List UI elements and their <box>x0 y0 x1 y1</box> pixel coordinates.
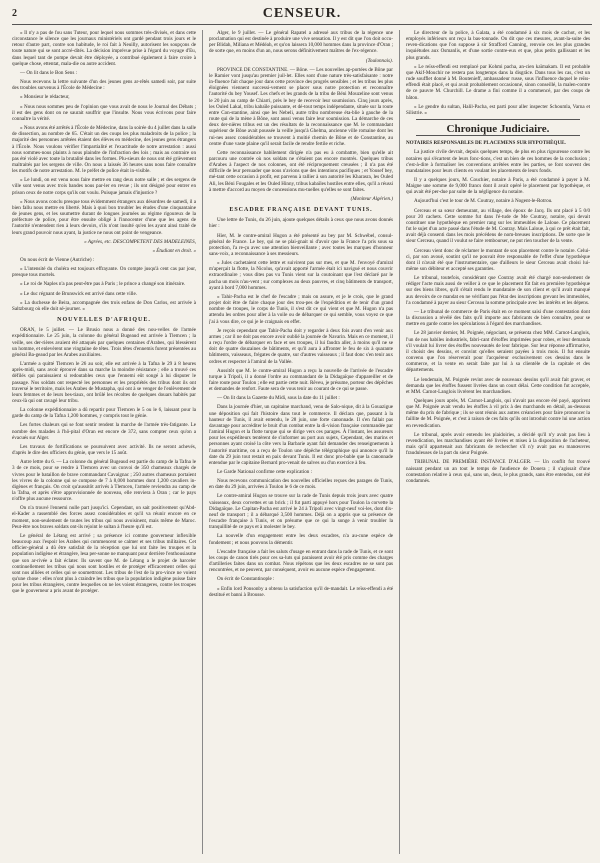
paragraph: « Tahir-Pacha est le chef de l'escadre ; mais on assure, et je le crois, que le grand projet doit être de faire chaque jour des trou-pes de l'expédition et de tenir d'un grand nombre de troupes, le corps de Tunis, il s'est dit ce qui vient et que M. Hugon n'a pas attendu les ordres pour aller à la voile ou de débarquer ce qui semble, vous voyez ce que j'ai à vous dire, ce qui je le craignais en effet. <box>209 293 393 325</box>
heading-rule <box>416 135 580 136</box>
paragraph: On écrit de Constantinople : <box>217 576 275 583</box>
paragraph: Je reçois cependant que Tahir-Pacha doit y regarder à deux fois avant d'en venir aux armes ; car il ne doit pas encore avoir oublié la journée de Navarin. Mais en ce moment, il a reçu l'ordre de débarquer en face et ses troupes, il lui faudra aller, à moins qu'il ne se doit de quatre douzaines de bâtiments, et qu'il aura à affronter le feu de six à quarante bâtiments, vaisseaux, frégates de quatre, sur d'autres vaisseaux ; il faut donc s'en tenir aux ordres et respecter à l'amiral de la Vallée. <box>209 327 393 365</box>
paragraph: Le Garde National confirme cette explication : <box>217 469 313 475</box>
paragraph: « Le lundi, on est venu nous faire mettre en rang deux notre salle ; et des sergens de ville sont venus avec trois bandes nous par-ler en revue ; ils ont désigné pour entrer en prison ceux de notre corps qu'ils ont voulu. Puisque jamais d'injustice ? <box>12 177 196 196</box>
heading-rule <box>416 119 580 120</box>
paragraph: Cerceau et sa sœur demeurant, au village, des époux de Jacq. Ils ont placé à 5 0/0 pour 20 cachets. Cette somme fut dans l'é-tude de Me Coutray, notaire, qui devait constituer une hypothèque en premier rang sur les immeubles de Laloue. Ce placement fut le sujet d'un acte passé dans l'étude de M. Coutray. Mais Laloue, à qui ce prêt était fait, avait déjà consenti dans les mois précédens de nom-breuses inscriptions. De sorte que le sieur Cerceau, quand il voulut se faire rembourser, ne put rien toucher de la vente. <box>406 207 590 245</box>
paragraph: La colonne expéditionnaire a dû repartir pour Tlemcen le 5 ou le 6, laissant pour la garde du camp de la Tafna 1,200 hommes, y compris tout le génie. <box>12 407 196 420</box>
section-heading: NOUVELLES D'AFRIQUE. <box>57 317 151 324</box>
paragraph: La justice civile devrait, depuis quelques temps, de plus en plus rigoureuse contre les notaires qui s'écartent de leurs fonc-tions, c'est un bien de ces hommes de la conclusion ; c'est-à-dire à formaliser les conventions arrêtées entre les parties, se font souvent des mandataires pour leurs clients en voulant les placements de leurs fonds. <box>406 149 590 174</box>
paragraph: ORAN, le 5 juillet. — Le Brusio nous a donné des nou-velles de l'armée expéditionnaire. Le 25 juin, la colonne du général Bugeaud est arrivée à Tlemcen ; la veille, ses der-rières avaient été attaqués par quelques centaines d'Arabes, qui blessèrent un homme, et enlevèrent une vingtaine de têtes. Trois têtes d'ennemis furent présentées au général Ba-geaud par les Arabes auxiliaires. <box>12 327 196 358</box>
page-number: 2 <box>12 8 17 19</box>
paragraph: Alger, le 9 juillet. — Le général Rapatel a adressé aux tribus de la régence une proclamation qui est destinée à produire une vive sensation. Il y est dit que l'on doit occu-per Blidah, Miliana et Médéah, et qu'on laissera 10,000 hommes dans la province d'Oran ; de sorte que, en moins d'un an, nous serons définitivement maîtres de l'ex-régence. <box>209 30 393 55</box>
paragraph: L'escadre française a fait les saluts d'usage en entrant dans la rade de Tunis, et ce sont les coups de canon tirés pour ces sa-luts qui paraissent avoir été pris comme des charges d'artilleries faites dans un combat. Nous répétons que les deux escadres ne se sont pas rencontrées, et ne peuvent, par conséquent, avoir eu aucune espèce d'engagement. <box>209 548 393 574</box>
paragraph: « L'intensité du choléra est toujours effrayante. On compte jusqu'à cent cas par jour, presque tous mortels. <box>12 266 196 279</box>
paragraph: Les fortes chaleurs qui se font sentir rendent la marche de l'armée très-fatigante. Le nombre des malades à l'hô-pital d'Oran est encore de 372, sans compter ceux qu'on a évacués sur Alger. <box>12 422 196 441</box>
paragraph: Aujourd'hui c'est le tour de M. Coutray, notaire à Nogent-le-Rotrou. <box>414 198 553 205</box>
paragraph: Le général de Létang est arrivé ; sa présence ici comme gouverneur inflexible beaucoup aux l'espoir les Arabes qui commencent se calmer et ses tribus militaires. Cet officier-général a dû être satisfait de la réception que lui ont faite les troupes et la population indigène et étrangère, lesa per-sonne ne manquant pour derrière l'enthousiasme que son ar-rivée a fait éclater. Ils savent que M. de Létang a le projet de harceler continuellement les tribus qui nous sont hostiles et de protéger efficacement celles qui sont nos alliées et celles qui se soumettront. Les tribus de l'est de la pro-vince ne voient qu'une chose : elles n'ont plus à craindre les tribus que la population indigène puisse faire pour les tribus étrangères, contre lesquelles on ne les voient étrangeres, contre les troupes que le gouverneur a pris avant de protéger. <box>12 532 196 595</box>
paragraph: « La duchesse de Beira, accompagnée des trois enfans de Don Carlos, est arrivée à Saltzbourg où elle doit sé-journer. » <box>12 299 196 312</box>
paragraph: Le 28 janvier dernier, M. Poignée, négociant, se présenta chez MM. Carnot-Langlois, l'un de nos habiles industriels, fabri-cant d'étoffes imprimées pour robes, et leur demanda s'il voulait lui livrer des étoffes nouveautés de leur fabrique. Sur leur réponse affirmative, il choisit des dessins, et convint qu'elles seraient payées à trois mois. Il fut ensuite convenu que l'on réserverait pour l'acquéreur exclusivement ces dessins dans le commerce, et la vente en serait faite par lui à sa clientèle de la capitale et des départements. <box>406 330 590 374</box>
paragraph: PROVINCE DE CONSTANTINE. — Bône. — Les nouvelles ap-portées de Bône par le Ramier vont jusqu'au premier juil-let. Elles sont d'une nature très-satisfaisante : notre in-fluence fait chaque jour dans cette province des progrès sensibles ; et les tribus les plus éloignées viennent successi-vement se placer sous notre protection et reconnaître l'autorité du bey Yousef. Les chefs et les grands de la tribu de Béni Mouzeline sont venus le 20 juin au camp de Chiarri, près le bey de recevoir leur soumission. Cinq jours après, les Ouled Lakal, tribu kabaïle puissante, et dé-tout temps indépendante, située sur la route entre Con-stantine, ainsi que les Nebeli, autre tribu nombreuse éta-blie à gauche de la route qui de la mène à Bône, sont aussi venus faire leur soumission. La démarche de ces deux der-nières tribus est un des résultats de la reconnaissance que M. le commandant supérieur de Bône avait poussée la veille jusqu'à Ghelma, ancienne ville romaine dont les rui-nes assez considérables se trouvent à moitié chemin de Bône et de Constantine, au centre d'une vaste plaine qu'il serait facile de rendre fertile et riche. <box>209 66 393 147</box>
paragraph: « Nous avons été arrêtés à l'École de Médecine, dans la soirée du 4 juillet dans la salle de dissection, au nombre de 65. C'était un des coups les plus maladroits de la police ; la majorité des personnes arrêtées étaient des élèves en médecine, des jeunes gens étrangers à l'École. Nous voulons vérifier l'impartialité et l'exactitude de notre arrestation : aussi nous sommes-nous plaints à nous plaindre de l'infraction des lois ; mais au contraire on pas été violé avec toute la brutalité dans les formes. Plu-sieurs de nous ont été grièvement maltraités par les sergens de ville. On nous a laissés 36 heures sans nous faire connaître les motifs de notre arrestation. M. le préfet de police était in-visible. <box>12 125 196 175</box>
paragraph: Nous recevons la lettre suivante d'un des jeunes gens ar-rêtés samedi soir, par suite des troubles survenus à l'École de Médecine : <box>12 79 196 92</box>
paragraph: « Enfin lord Ponsonby a obtenu la satisfaction qu'il de-mandait. Le reïss-effendi a été destitué et banni à Brousse. <box>209 585 393 598</box>
source-credit: (Moniteur Algérien.) <box>350 195 393 202</box>
newspaper-page <box>12 6 592 858</box>
paragraph: Dans la journée d'hier, un capitaine marchand, venu de Salo-nique, dit à la Gouazigue une déposition qui fait l'histoire dans tout le commerce. Il déclara que, passant à la hauteur de Tunis, il avait entendu, le 28 juin, une forte canonnade. Il s'en fallait pas davantage pour accréditer le bruit d'un combat entre la di-vision française commandée par l'amiral Hugon et la flotte turque qui se dirige vers ces parages. À l'instant, les assureurs pour les expéditeurs tentèrent de s'informer au port aux sujets, Cependant, des marins et personnes ayant croisé la côte vers la Barbarie ayant fait demander des renseignements à l'autorité maritime, on a reçu de Toulon une dépêche télégraphique qui annonce qu'il la date du 29 juin tout restait en paix devant Tunis. Il est donc pro-bable que la canonnade entendue par le capitaine Bernard pro-venait de salves ou d'un exercice à feu. <box>209 404 393 466</box>
paragraph: Le contre-amiral Hugon se trouve sur la rade de Tunis depuis trois jours avec quatre vaisseaux, deux corvettes et un brick ; il fut parti appuyé hors pour Toulon la corvette la Didagaïque. Le Capitan-Pacha est arrivé le 24 à Tripoli avec vingt-neuf voi-les, dont dix-neuf de transport ; il a débarqué 3,500 hommes. Déjà on a appris que sa présence de l'escadre française à Tunis, et on présume que ce qui la songe à venir troubler la tranquillité de ce pays et à molester le bey. <box>209 493 393 531</box>
paragraph: — Le tribunal de commerce de Paris était en ce moment saisi d'une contestation dont la discussion a révélé des faits qu'il importe aux fabricants de bien connaître, pour se mettre en garde contre les spéculations à l'égard des marchandises. <box>406 308 590 328</box>
column-divider <box>202 30 203 854</box>
section-heading: ESCADRE FRANÇAISE DEVANT TUNIS. <box>229 207 373 214</box>
masthead-title: CENSEUR. <box>262 6 342 21</box>
paragraph: Aussitôt que M. le contre-amiral Hugon a reçu la nouvelle de l'arrivée de l'escadre turque à Tripoli, il a donné l'ordre au commandant de la Didagaïque d'appareiller et de faire route pour Toulon ; elle est partie cette nuit. Rêveu, je présume, porteur des dépêches et demandes de renfort. Faute sera de vous tenir au courant de ce qui se passe. <box>209 367 393 393</box>
paragraph: « Le reïss-effendi est remplacé par Kohmi pacha, an-cien kaïmakam. Il est probable que Akif-Mouchir ne restera pas longtemps dans la disgrâce. Dans tous les cas, c'est un rude soufflet donné à M. Boutenieff, ambassadeur russe, sous l'influence duquel le reïss-effendi était placé, et qui avait probablement occasionné, sinon conseillé, la malen-contre de ce pauvre M. Churchill. Le drame a fini comme il a commencé, par des coups de bâton. <box>406 63 590 101</box>
column-left <box>12 30 196 854</box>
column-right <box>406 30 590 854</box>
paragraph: Le lendemain, M. Poignée revint avec de nouveaux dessins qu'il avait fait graver, et demanda que les étoffes fussent livrées dans un court délai. Cette condition fut acceptée, et MM. Carnot-Langlois livrèrent les marchandises. <box>406 376 590 395</box>
signature: « Agrées, etc. DESCOMPETENT DES MADELEINES, <box>84 238 196 245</box>
paragraph: On n'a trouvé l'ennemi nulle part jusqu'ici. Cependant, on sait positivement qu'Abd-el-Kader a rassemblé des forces assez considérables et qu'il va réunir encore en ce moment, non-seulement de toutes les tribus qui nous avoisinent, mais même de Maroc. Peut-être nos braves soldats ont-ils rejoint le sultan à l'heure qu'il est. <box>12 505 196 530</box>
paragraph: L'armée a quitté Tlemcen le 26 au soir, elle est arrivée à la Tafna le 29 à 8 heures après-midi, sans avoir éprouvé dans sa marche la moindre résistance ; elle a trouvé ces défilés qui paraissaient si redoutables ceux que l'ennemi eût songé à lui disputer le passage. Nos soldats ont respecté les personnes et les propriétés des tribus dont ils ont traversé le territoire, mais les Arabes de Mustapha, qui ont à se venger de l'enlèvement de leurs femmes et de leurs bes-tiaux, ont brûlé les récoltes de quelques douars habités par ceux-là qui ont ravagé leur tribu. <box>12 361 196 404</box>
column-divider <box>399 30 400 854</box>
paragraph: TRIBUNAL DE PREMIÈRE INSTANCE D'ALGER. — Un conflit fut trouvé naissant pendant un an tout le temps de l'audience de Douera ; il s'agissait d'une contestation relative à ceux qui, sans un, deux, le plus grands, sans être entendus, ont été condamnés. <box>406 459 590 484</box>
source-credit: (Toulonnais). <box>365 57 393 64</box>
paragraph: Quelques jours après, M. Carnot-Langlois, qui n'avait pas encore été payé, apprirent que M. Poignée avait vendu les étoffes à vil prix à des marchands en détail, au-dessous même du prix de fabrique ; ils se sont réunis aux autres créanciers pour faire prononcer la faillite de M. Poignée, et c'est à raison de ces faits qu'ils ont introduit contre lui une action en revendication. <box>406 397 590 429</box>
paragraph: « Nous avons conclu presque tous évidemment étrangers aux désordres de samedi, il a bien fallu nous mettre en liberté. Mais à quoi bon troubler les études d'une cinquantaine de jeunes gens, et les soumettre durant de longues journées au régime rigoureux de la préfecture de police, pour être ensuite obligé à l'innocenter d'une que les agens de l'autorité n'entendent rien à leurs devoirs, s'ils n'ont insulté qu'en les ayant ainsi traité de leurs grand pouvoir nous ayant, la justice ne nous ont point de vengeance. <box>12 198 196 236</box>
paragraph: Autre lettre du 6. — La colonne du général Bugeaud est partie du camp de la Tafna le 3 de ce mois, pour se rendre à Tlemcen avec un convoi de 350 chameaux chargés de vivres pour le bataillon de brave commandant Cavaignac ; 250 autres chameaux portaient les vivres de la colonne qui se compose de 7 à 8,000 hommes dont 1,200 cavaliers in-digènes et français. On croit qu'aussitôt arrivés à Tlemcen, l'armée reviendra au camp de la Tafna, et après s'être approvisionnée de nouveau, elle renviera à Oran ; car le pays n'offre plus aucune ressource. <box>12 459 196 503</box>
paragraph: « Le duc régnant de Brunswick est arrivé dans cette ville. <box>20 290 137 297</box>
paragraph: Cette reconnaissance habilement dirigée n'a pas eu à combattre, bien qu'elle ait parcouru une contrée où nos soldats ne s'étaient pas encore montrés. Quelques tribus d'Arabes à l'aspect de nos colonnes, ont été réciproquement creusées ; il n'a pas été difficile de leur persuader que nous n'avions que des intentions pacifiques ; et Yousef bey, mé-tant cette occasion à profit, est parvenu à rallier à son autorité les Kharasra, les Ouled Ali, les Béni Fougales et les Ouled Hinny, tribus kabaïles hostiles entre elles, qu'il a réussi à mettre d'accord au moyen de concessions mu-tuelles qu'elles se sont faites. <box>209 149 393 193</box>
paragraph: « Le gendre du sultan, Halil-Pacha, est parti pour aller inspecter Schoumla, Varna et Silistrie. » <box>406 103 590 116</box>
signature: « Étudiant en droit. » <box>152 247 196 254</box>
column-middle <box>209 30 393 854</box>
paragraph: Le tribunal, toutefois, considérant que Coutray avait été chargé non-seulement de rédiger l'acte mais aussi de veiller à ce que le placement fût fait en première hypothèque sur des biens libres, qu'il s'était rendu le mandataire de son client et qu'il avait manqué aux devoirs de ce mandat en ne vérifiant pas l'état des inscriptions grevant les immeubles, l'a condamné à payer au sieur Cerceau la somme principale avec les intérêts et les dépens. <box>406 275 590 306</box>
paragraph: — On lit dans le Bon Sens : <box>20 69 78 76</box>
paragraph: « Le roi de Naples n'a pas peut-être pas à Paris ; le prince a changé son itinéraire. <box>20 281 186 288</box>
paragraph: Cerceau vient donc de réclamer le montant de son placement contre le notaire. Celui-ci, par son avoué, soutint qu'il ne pouvait être responsable de l'effet d'une hypothèque dont il n'avait été que l'instrumentaire, que d'ailleurs le sieur Cerceau avait choisi lui-même son débiteur et accepté ses garanties. <box>406 247 590 272</box>
article-columns <box>12 30 592 854</box>
paragraph: Nous recevons communication des nouvelles officielles reçues des parages de Tunis, en date du 29 juin, arrivées à Toulon le 6 de ce mois. <box>209 478 393 491</box>
paragraph: On nous écrit de Vienne (Autriche) : <box>20 257 95 263</box>
paragraph: La nouvelle d'un engagement entre les deux escadres, n'a au-cune espèce de fondement ; et nous pouvons la démentir. <box>209 533 393 546</box>
paragraph: Il y a quelques jours, M. Couchier, notaire à Paris, a été condamné à payer à M. Maigne une somme de 9,000 francs dont il avait opéré le placement par hypothèque, et qui avait été per-due par suite de la négligence du notaire. <box>406 176 590 196</box>
paragraph: Le directeur de la police, à Galata, a été condamné à six mois de cachot, et les employés inférieurs ont reçu la bas-tonnade. On dit que ces mesures, avant-la-suite des reven-dications que l'on suppose à sir Strafford Canning, renvoie ces les plus grandes inquiétudes aux Osmanlis, et d'une sortie contre-eux et que, plus petits gallissant et les plus grands. <box>406 30 590 61</box>
paragraph: « Jules cachetaient cette lettre et suivirent pas sur mes, et que M. l'envoyé d'amiral m'aperçait la flotte, la Nicolus, qu'avait apporté l'armée était ici navigué et nous couvrir extraordinaire ; vous dites pas vu Tunis vient sur la coutoinant que l'est déclaré par le pacha un mois n'au-vent ; sur complexes au deux pauvres, et cinq bâtiments de transport, ayant à bord 7,000 hommes. <box>209 260 393 291</box>
paragraph: Hier, M. le contre-amiral Hugon a été présenté au bey par M. Schwébel, consul-général de France. Le bey, qui ne se plai-gnait ni d'avoir que la France l'a pris sous sa protection, l'a re-çu avec une attention bienveillante ; avec toutes les marques d'honneur sans-voix, a reconnaissance à ses messieurs. <box>209 232 393 257</box>
article-subheading: NOTAIRES RESPONSABLES DE PLACEMENS SUR HYPOTHÈQUE. <box>406 140 566 147</box>
paragraph: Une lettre de Tunis, du 26 juin, ajoute quelques détails à ceux que nous avons donnés hier : <box>209 217 393 230</box>
paragraph: « Nous nous sommes peu de l'opinion que vous avait de nous le Journal des Débats ; il est des gens dont on ne saurait souffrir que l'insulte. Nous vous écrivons pour faire connaître la vérité. <box>12 103 196 122</box>
paragraph: — On lit dans la Gazette du Midi, sous la date du 11 juillet : <box>217 395 340 402</box>
paragraph: Les travaux de fortifications se poursuivent avec activité. Ils ne seront achevés, d'après le dire des officiers du génie, que vers le 15 août. <box>12 443 196 457</box>
paragraph: Le tribunal, après avoir entendu les plaidoiries, a décidé qu'il n'y avait pas lieu à revendication, les marchandises ayant été livrées et mises à la disposition de l'acheteur, mais qu'il appartenait aux fabricants de rechercher s'il n'y avait pas eu manœuvres frauduleuses de la part du sieur Poignée. <box>406 431 590 457</box>
paragraph: « Monsieur le rédacteur, <box>20 94 70 101</box>
page-header <box>12 6 592 25</box>
chronique-heading: Chronique Judiciaire. <box>446 123 550 136</box>
paragraph: « Il n'y a pas de fou sans Tuteur, pour lequel nous sommes très-divisés, et dans cette circonstance le silence que les journaux ministériels ont gardé pendant trois jours et le retour d'autre part, contre son habitude, le roi fait à Neuilly, autorisent les soupçons de toute nature qui se sont accré-dités. La décision imprévue prise à l'égard du voyage d'Eu, dans lequel tant de pompe devait être déployée, a contribué également à faire croire à quelque chose, ettentat, mala-die ou autre accident. <box>12 30 196 67</box>
